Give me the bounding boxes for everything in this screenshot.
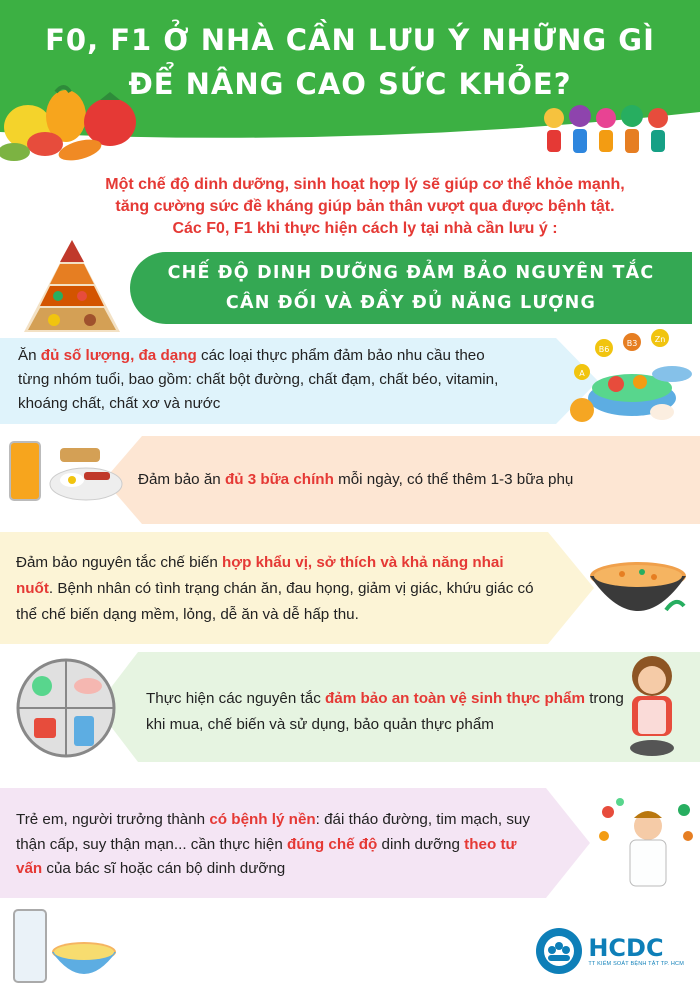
- vitamin-b3-label: B3: [626, 339, 638, 348]
- body-text: mỗi ngày, có thể thêm 1-3 bữa phụ: [333, 471, 574, 488]
- intro-line-3: Các F0, F1 khi thực hiện cách ly tại nhà cần lưu ý :: [172, 220, 558, 237]
- tip-text-5: [16, 808, 546, 882]
- breakfast-meal-illustration: [6, 436, 124, 506]
- tip-text-3: [16, 550, 536, 628]
- tip-row-1: [0, 335, 700, 424]
- body-text: Ăn: [18, 347, 41, 364]
- tip-row-4: [0, 652, 700, 762]
- highlight-text: đảm bảo an toàn vệ sinh thực phẩm: [325, 690, 585, 707]
- header: [0, 0, 700, 175]
- highlight-text: có bệnh lý nền: [209, 811, 316, 828]
- intro-text: [40, 174, 690, 240]
- hcdc-name: HCDC: [588, 934, 664, 962]
- tip-row-2: [0, 436, 700, 524]
- hcdc-subtitle: TT KIỂM SOÁT BỆNH TẬT TP. HCM: [588, 961, 684, 967]
- food-pyramid-illustration: [16, 238, 128, 334]
- body-text: Đảm bảo nguyên tắc chế biến: [16, 554, 223, 571]
- nutrition-principle-banner: [130, 252, 692, 324]
- body-text: trong khi mua, chế biến và sử dụng, bảo quản thực phẩm: [146, 690, 624, 733]
- body-text: Đảm bảo ăn: [138, 471, 225, 488]
- highlight-text: đúng chế độ: [287, 835, 378, 853]
- milk-cereal-illustration: [10, 906, 120, 988]
- body-text: Thực hiện các nguyên tắc: [146, 690, 326, 707]
- intro-line-2: tăng cường sức đề kháng giúp bản thân vượt qua được bệnh tật.: [115, 198, 615, 215]
- banner-line-2: CÂN ĐỐI VÀ ĐẦY ĐỦ NĂNG LƯỢNG: [225, 293, 597, 313]
- soup-bowl-illustration: [582, 546, 694, 632]
- hcdc-logo: [536, 928, 684, 974]
- body-text: dinh dưỡng: [377, 835, 465, 853]
- banner-line-1: CHẾ ĐỘ DINH DƯỠNG ĐẢM BẢO NGUYÊN TẮC: [167, 263, 655, 283]
- highlight-text: hợp khẩu vị, sở thích và khả năng nhai nuốt: [16, 554, 504, 597]
- woman-cooking-illustration: [612, 652, 692, 762]
- highlight-text: đủ số lượng, đa dạng: [40, 347, 197, 364]
- body-text: Trẻ em, người trưởng thành: [16, 811, 210, 828]
- title-line-1: F0, F1 Ở NHÀ CẦN LƯU Ý NHỮNG GÌ: [45, 23, 655, 57]
- tip-text-2: [138, 468, 688, 492]
- body-text: : đái tháo đường, tim mạch, suy thận cấp, suy thận mạn... cần thực hiện: [16, 811, 530, 853]
- kids-illustration: [542, 104, 672, 160]
- tip-row-5: [0, 788, 700, 898]
- body-text: các loại thực phẩm đảm bảo nhu cầu theo từng nhóm tuổi, bao gồm: chất bột đường, chất đạm, chất béo, vitamin, khoáng chất, chất xơ và nước: [18, 347, 499, 412]
- vitamin-b6-label: B6: [598, 345, 610, 354]
- intro-line-1: Một chế độ dinh dưỡng, sinh hoạt hợp lý sẽ giúp cơ thể khỏe mạnh,: [105, 176, 625, 193]
- nutrients-bowl-illustration: [568, 328, 696, 426]
- body-text: . Bệnh nhân có tình trạng chán ăn, đau họng, giảm vị giác, khứu giác có thể chế biến dạng mềm, lỏng, dễ ăn và dễ hấp thu.: [16, 580, 534, 623]
- body-text: của bác sĩ hoặc cán bộ dinh dưỡng: [42, 860, 286, 877]
- mineral-zn-label: Zn: [654, 335, 666, 344]
- highlight-text: đủ 3 bữa chính: [224, 471, 334, 488]
- tip-text-4: [146, 686, 646, 738]
- food-safety-plate-illustration: [10, 656, 122, 760]
- title-line-2: ĐỂ NÂNG CAO SỨC KHỎE?: [128, 67, 572, 101]
- highlight-text: theo tư vấn: [16, 835, 517, 877]
- tip-text-1: [18, 344, 518, 416]
- hcdc-emblem-icon: [536, 928, 582, 974]
- tip-row-3: [0, 532, 700, 644]
- doctor-illustration: [596, 796, 696, 892]
- vitamin-a-label: A: [579, 369, 585, 378]
- vegetables-illustration: [0, 82, 140, 167]
